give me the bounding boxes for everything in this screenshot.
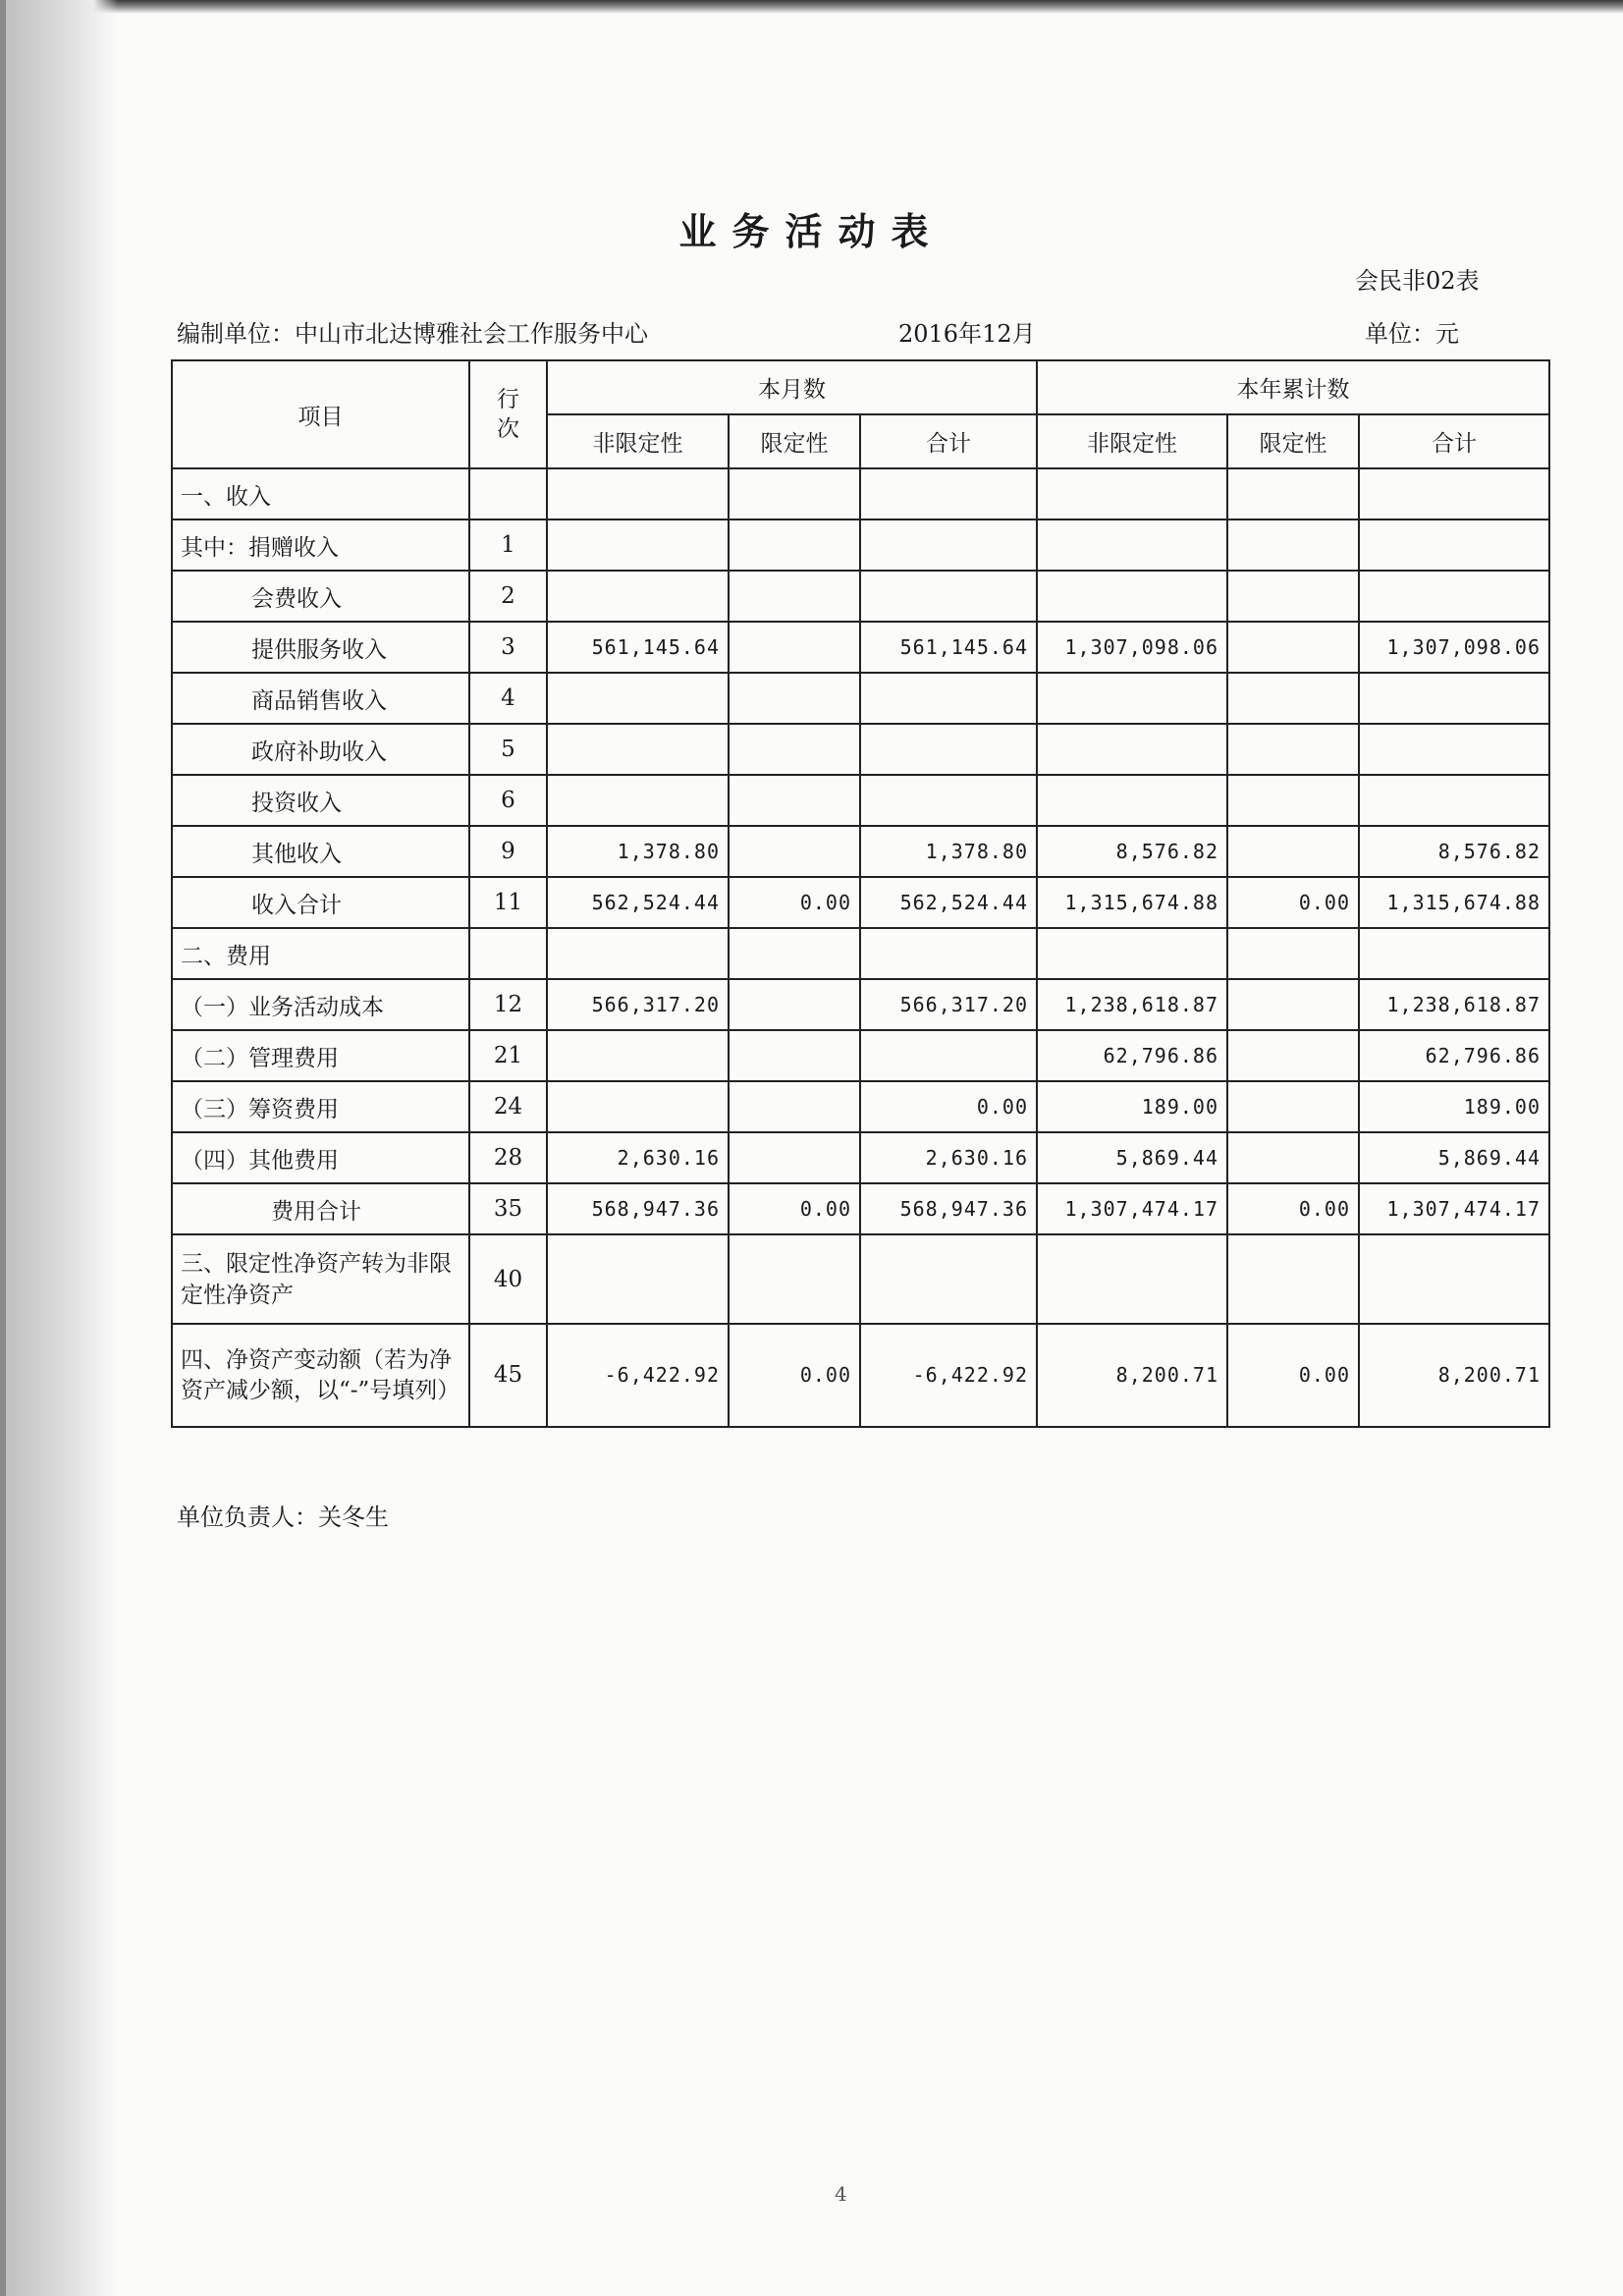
cell-month-unrestricted: 568,947.36 bbox=[547, 1183, 729, 1234]
row-item: 四、净资产变动额（若为净资产减少额，以“-”号填列） bbox=[172, 1324, 469, 1427]
header-month-unrestricted: 非限定性 bbox=[547, 414, 729, 468]
cell-month-restricted bbox=[729, 979, 860, 1030]
cell-month-restricted: 0.00 bbox=[729, 1183, 860, 1234]
table-row bbox=[172, 1030, 1549, 1081]
cell-year-total: 189.00 bbox=[1359, 1081, 1549, 1132]
cell-month-unrestricted: 1,378.80 bbox=[547, 826, 729, 877]
cell-year-restricted bbox=[1227, 1234, 1359, 1324]
table-row bbox=[172, 724, 1549, 775]
row-item: 收入合计 bbox=[172, 877, 469, 928]
row-item: 商品销售收入 bbox=[172, 673, 469, 724]
row-item: （三）筹资费用 bbox=[172, 1081, 469, 1132]
cell-month-unrestricted bbox=[547, 1081, 729, 1132]
header-month-restricted: 限定性 bbox=[729, 414, 860, 468]
scan-left-shadow bbox=[0, 0, 118, 2296]
cell-year-total: 1,307,098.06 bbox=[1359, 622, 1549, 673]
row-line: 5 bbox=[469, 724, 547, 775]
cell-year-restricted bbox=[1227, 1132, 1359, 1183]
cell-month-total: -6,422.92 bbox=[860, 1324, 1037, 1427]
row-line: 1 bbox=[469, 519, 547, 571]
table-row bbox=[172, 1324, 1549, 1427]
cell-month-total bbox=[860, 571, 1037, 622]
cell-month-restricted bbox=[729, 1081, 860, 1132]
cell-month-total bbox=[860, 928, 1037, 979]
cell-month-total bbox=[860, 1234, 1037, 1324]
header-line-no-text: 行次 bbox=[496, 387, 519, 442]
row-item: 二、费用 bbox=[172, 928, 469, 979]
cell-month-unrestricted: 566,317.20 bbox=[547, 979, 729, 1030]
table-row bbox=[172, 468, 1549, 519]
cell-year-total bbox=[1359, 1234, 1549, 1324]
cell-year-unrestricted: 1,238,618.87 bbox=[1037, 979, 1227, 1030]
activity-report-table bbox=[171, 359, 1550, 1428]
cell-month-restricted bbox=[729, 622, 860, 673]
row-line: 21 bbox=[469, 1030, 547, 1081]
cell-year-restricted bbox=[1227, 468, 1359, 519]
cell-year-restricted bbox=[1227, 622, 1359, 673]
row-item: 费用合计 bbox=[172, 1183, 469, 1234]
table-row bbox=[172, 775, 1549, 826]
row-line: 35 bbox=[469, 1183, 547, 1234]
table-row bbox=[172, 979, 1549, 1030]
cell-year-restricted bbox=[1227, 928, 1359, 979]
cell-month-total: 2,630.16 bbox=[860, 1132, 1037, 1183]
header-year-total: 合计 bbox=[1359, 414, 1549, 468]
row-line: 12 bbox=[469, 979, 547, 1030]
cell-month-total bbox=[860, 468, 1037, 519]
row-item: 投资收入 bbox=[172, 775, 469, 826]
cell-month-unrestricted: 2,630.16 bbox=[547, 1132, 729, 1183]
row-item: 提供服务收入 bbox=[172, 622, 469, 673]
cell-month-unrestricted bbox=[547, 468, 729, 519]
table-row-expense-total bbox=[172, 1183, 1549, 1234]
table-row-income-total bbox=[172, 877, 1549, 928]
cell-year-restricted bbox=[1227, 673, 1359, 724]
table-row bbox=[172, 826, 1549, 877]
cell-month-unrestricted bbox=[547, 519, 729, 571]
cell-year-unrestricted: 1,315,674.88 bbox=[1037, 877, 1227, 928]
row-item: 三、限定性净资产转为非限定性净资产 bbox=[172, 1234, 469, 1324]
cell-month-total bbox=[860, 775, 1037, 826]
cell-month-total: 566,317.20 bbox=[860, 979, 1037, 1030]
cell-year-unrestricted bbox=[1037, 519, 1227, 571]
row-line: 6 bbox=[469, 775, 547, 826]
cell-year-unrestricted: 8,200.71 bbox=[1037, 1324, 1227, 1427]
cell-month-unrestricted bbox=[547, 775, 729, 826]
cell-month-total: 0.00 bbox=[860, 1081, 1037, 1132]
cell-year-unrestricted: 1,307,474.17 bbox=[1037, 1183, 1227, 1234]
cell-year-unrestricted bbox=[1037, 571, 1227, 622]
row-item: 政府补助收入 bbox=[172, 724, 469, 775]
table-row bbox=[172, 622, 1549, 673]
cell-month-total: 562,524.44 bbox=[860, 877, 1037, 928]
cell-year-unrestricted: 8,576.82 bbox=[1037, 826, 1227, 877]
table-row bbox=[172, 1234, 1549, 1324]
cell-month-unrestricted bbox=[547, 724, 729, 775]
cell-year-unrestricted: 189.00 bbox=[1037, 1081, 1227, 1132]
cell-month-total bbox=[860, 1030, 1037, 1081]
cell-year-restricted bbox=[1227, 1081, 1359, 1132]
header-month-group: 本月数 bbox=[547, 360, 1037, 414]
cell-year-total bbox=[1359, 724, 1549, 775]
cell-year-total bbox=[1359, 519, 1549, 571]
row-line: 28 bbox=[469, 1132, 547, 1183]
cell-month-total bbox=[860, 519, 1037, 571]
table-row bbox=[172, 1132, 1549, 1183]
table-row bbox=[172, 1081, 1549, 1132]
row-item: （二）管理费用 bbox=[172, 1030, 469, 1081]
cell-year-restricted bbox=[1227, 826, 1359, 877]
cell-year-unrestricted bbox=[1037, 468, 1227, 519]
cell-year-unrestricted: 5,869.44 bbox=[1037, 1132, 1227, 1183]
cell-year-total bbox=[1359, 928, 1549, 979]
cell-year-unrestricted: 62,796.86 bbox=[1037, 1030, 1227, 1081]
cell-month-unrestricted: 561,145.64 bbox=[547, 622, 729, 673]
row-item: 其中：捐赠收入 bbox=[172, 519, 469, 571]
header-row-1 bbox=[172, 360, 1549, 414]
cell-month-unrestricted bbox=[547, 928, 729, 979]
row-line: 40 bbox=[469, 1234, 547, 1324]
cell-year-total: 62,796.86 bbox=[1359, 1030, 1549, 1081]
cell-month-unrestricted: -6,422.92 bbox=[547, 1324, 729, 1427]
cell-year-total: 8,200.71 bbox=[1359, 1324, 1549, 1427]
row-item: 其他收入 bbox=[172, 826, 469, 877]
cell-month-unrestricted bbox=[547, 1030, 729, 1081]
cell-month-total bbox=[860, 724, 1037, 775]
cell-year-restricted: 0.00 bbox=[1227, 1183, 1359, 1234]
row-line: 3 bbox=[469, 622, 547, 673]
cell-month-restricted bbox=[729, 519, 860, 571]
cell-month-restricted bbox=[729, 775, 860, 826]
page-title: 业务活动表 bbox=[678, 209, 945, 253]
cell-month-total: 1,378.80 bbox=[860, 826, 1037, 877]
cell-year-restricted bbox=[1227, 571, 1359, 622]
header-month-total: 合计 bbox=[860, 414, 1037, 468]
cell-month-unrestricted bbox=[547, 571, 729, 622]
report-period: 2016年12月 bbox=[898, 320, 1036, 348]
cell-month-unrestricted: 562,524.44 bbox=[547, 877, 729, 928]
table-row bbox=[172, 571, 1549, 622]
cell-year-unrestricted bbox=[1037, 724, 1227, 775]
cell-month-restricted bbox=[729, 724, 860, 775]
cell-year-restricted bbox=[1227, 1030, 1359, 1081]
cell-year-unrestricted bbox=[1037, 673, 1227, 724]
row-line bbox=[469, 928, 547, 979]
org-info-row bbox=[177, 314, 1492, 350]
responsible-person: 单位负责人：关冬生 bbox=[177, 1503, 389, 1531]
cell-month-restricted: 0.00 bbox=[729, 1324, 860, 1427]
table-row bbox=[172, 928, 1549, 979]
form-code: 会民非02表 bbox=[1355, 267, 1480, 295]
cell-month-unrestricted bbox=[547, 1234, 729, 1324]
table-row bbox=[172, 519, 1549, 571]
page-number: 4 bbox=[835, 2182, 847, 2206]
cell-year-unrestricted bbox=[1037, 775, 1227, 826]
cell-year-restricted: 0.00 bbox=[1227, 1324, 1359, 1427]
cell-month-total: 561,145.64 bbox=[860, 622, 1037, 673]
table-row bbox=[172, 673, 1549, 724]
org-name: 编制单位：中山市北达博雅社会工作服务中心 bbox=[177, 320, 648, 348]
currency-unit: 单位：元 bbox=[1365, 320, 1459, 348]
row-line bbox=[469, 468, 547, 519]
cell-month-total bbox=[860, 673, 1037, 724]
row-line: 11 bbox=[469, 877, 547, 928]
cell-year-restricted bbox=[1227, 724, 1359, 775]
row-line: 2 bbox=[469, 571, 547, 622]
cell-year-unrestricted bbox=[1037, 1234, 1227, 1324]
cell-year-unrestricted: 1,307,098.06 bbox=[1037, 622, 1227, 673]
scan-top-edge bbox=[0, 0, 1623, 14]
cell-month-restricted bbox=[729, 468, 860, 519]
cell-year-total bbox=[1359, 468, 1549, 519]
cell-year-total: 1,238,618.87 bbox=[1359, 979, 1549, 1030]
row-item: （四）其他费用 bbox=[172, 1132, 469, 1183]
scan-left-edge bbox=[0, 0, 6, 2296]
cell-year-total bbox=[1359, 673, 1549, 724]
cell-month-restricted bbox=[729, 1234, 860, 1324]
cell-year-restricted bbox=[1227, 519, 1359, 571]
row-line: 9 bbox=[469, 826, 547, 877]
row-line: 4 bbox=[469, 673, 547, 724]
row-line: 24 bbox=[469, 1081, 547, 1132]
cell-year-total: 1,315,674.88 bbox=[1359, 877, 1549, 928]
header-item: 项目 bbox=[172, 360, 469, 468]
row-item: （一）业务活动成本 bbox=[172, 979, 469, 1030]
cell-year-total: 8,576.82 bbox=[1359, 826, 1549, 877]
row-item: 一、收入 bbox=[172, 468, 469, 519]
row-line: 45 bbox=[469, 1324, 547, 1427]
cell-year-total: 5,869.44 bbox=[1359, 1132, 1549, 1183]
cell-year-restricted: 0.00 bbox=[1227, 877, 1359, 928]
header-year-unrestricted: 非限定性 bbox=[1037, 414, 1227, 468]
cell-month-restricted bbox=[729, 1132, 860, 1183]
cell-year-restricted bbox=[1227, 979, 1359, 1030]
header-year-group: 本年累计数 bbox=[1037, 360, 1549, 414]
cell-year-total bbox=[1359, 571, 1549, 622]
cell-month-unrestricted bbox=[547, 673, 729, 724]
row-item: 会费收入 bbox=[172, 571, 469, 622]
cell-month-restricted bbox=[729, 571, 860, 622]
cell-month-total: 568,947.36 bbox=[860, 1183, 1037, 1234]
cell-month-restricted bbox=[729, 1030, 860, 1081]
cell-year-total: 1,307,474.17 bbox=[1359, 1183, 1549, 1234]
header-year-restricted: 限定性 bbox=[1227, 414, 1359, 468]
cell-year-unrestricted bbox=[1037, 928, 1227, 979]
cell-year-restricted bbox=[1227, 775, 1359, 826]
cell-month-restricted bbox=[729, 826, 860, 877]
cell-month-restricted bbox=[729, 928, 860, 979]
cell-month-restricted: 0.00 bbox=[729, 877, 860, 928]
header-line-no bbox=[469, 360, 547, 468]
cell-year-total bbox=[1359, 775, 1549, 826]
cell-month-restricted bbox=[729, 673, 860, 724]
